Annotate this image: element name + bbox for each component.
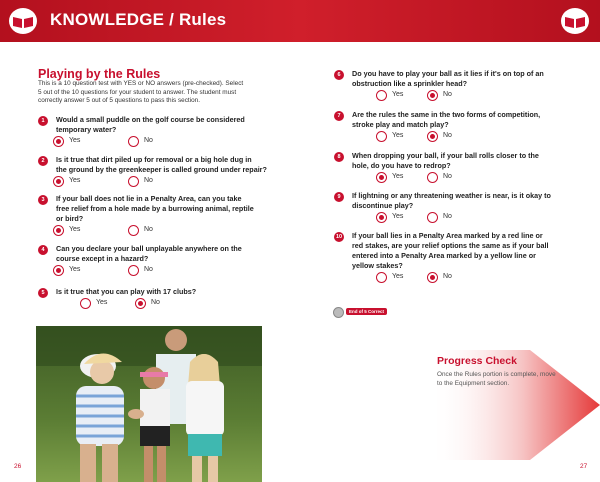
question-line: stroke play and match play? [352,120,449,129]
question-line: If your ball lies in a Penalty Area marked by a red line or [352,231,543,240]
option-label: No [144,226,153,233]
radio-button[interactable] [427,212,438,223]
radio-button[interactable] [427,172,438,183]
question-number: 10 [335,234,343,240]
page-number-left: 26 [14,463,22,470]
option-label: Yes [392,91,404,98]
question-number: 8 [334,152,344,162]
question-text [352,231,549,271]
option-label: No [151,299,160,306]
option-label: Yes [69,177,81,184]
end-circle-icon [333,307,344,318]
progress-line: to the Equipment section. [437,380,510,387]
page-title: KNOWLEDGE / Rules [50,10,227,29]
question-number: 2 [38,156,48,166]
radio-button[interactable] [128,136,139,147]
section-title: Playing by the Rules [38,67,161,81]
option-label: Yes [392,132,404,139]
radio-button[interactable] [376,90,387,101]
radio-button[interactable] [427,131,438,142]
page-number-right: 27 [580,463,588,470]
question-line: temporary water? [56,125,117,134]
question-number: 7 [334,111,344,121]
radio-button[interactable] [376,131,387,142]
progress-check-title: Progress Check [437,355,517,367]
radio-button[interactable] [376,272,387,283]
question-7 [334,110,594,144]
radio-button[interactable] [53,136,64,147]
question-2 [38,155,298,191]
question-number: 5 [38,288,48,298]
question-10 [334,231,594,287]
question-line: yellow stakes? [352,261,403,270]
question-line: When dropping your ball, if your ball rolls closer to the [352,151,539,160]
question-line: course except in a hazard? [56,254,149,263]
question-text [56,194,254,224]
question-number: 4 [38,245,48,255]
radio-button[interactable] [128,265,139,276]
option-label: Yes [69,226,81,233]
option-label: No [443,173,452,180]
radio-button[interactable] [427,272,438,283]
page-header [0,0,600,42]
option-label: No [144,137,153,144]
question-line: red stakes, are your relief options the same as if your ball [352,241,549,250]
question-text [352,191,551,211]
question-9 [334,191,594,225]
question-4 [38,244,298,280]
progress-line: Once the Rules portion is complete, move [437,371,556,378]
option-label: Yes [96,299,108,306]
question-text [352,151,539,171]
question-line: Would a small puddle on the golf course be considered [56,115,245,124]
option-label: No [443,132,452,139]
open-book-icon [8,7,38,35]
progress-check-body [437,370,572,388]
question-line: the ground by the greenkeeper is called ground under repair? [56,165,267,174]
option-label: Yes [392,213,404,220]
question-line: If your ball does not lie in a Penalty Area, can you take [56,194,242,203]
question-text [56,155,267,175]
question-line: hole, do you have to redrop? [352,161,451,170]
question-1 [38,115,298,151]
open-book-icon [560,7,590,35]
question-line: Is it true that you can play with 17 clubs? [56,287,197,296]
intro-line: 5 out of the 10 questions for your student to answer. The student must [38,88,237,96]
option-label: Yes [392,273,404,280]
golfers-photo [36,326,262,482]
option-label: No [443,213,452,220]
question-number: 3 [38,195,48,205]
question-line: Do you have to play your ball as it lies if it's on top of an [352,69,544,78]
question-text [56,287,196,297]
question-5 [38,287,298,313]
question-line: free relief from a hole made by a burrowing animal, reptile [56,204,254,213]
radio-button[interactable] [53,225,64,236]
photo-illustration [36,326,262,482]
question-line: Is it true that dirt piled up for removal or a big hole dug in [56,155,252,164]
radio-button[interactable] [53,176,64,187]
question-line: If lightning or any threatening weather is near, is it okay to [352,191,551,200]
question-text [56,244,242,264]
option-label: Yes [69,266,81,273]
question-line: discontinue play? [352,201,414,210]
intro-line: This is a 10 question test with YES or NO answers (pre-checked). Select [38,80,244,87]
radio-button[interactable] [427,90,438,101]
question-3 [38,194,298,240]
option-label: No [443,273,452,280]
question-8 [334,151,594,185]
intro-line: correctly answer 5 out of 5 questions to pass this section. [38,97,200,105]
radio-button[interactable] [128,225,139,236]
option-label: Yes [392,173,404,180]
question-line: Can you declare your ball unplayable anywhere on the [56,244,242,253]
question-text [56,115,245,135]
radio-button[interactable] [128,176,139,187]
end-of-section-badge: End of 5 Correct [346,308,387,315]
radio-button[interactable] [53,265,64,276]
radio-button[interactable] [80,298,91,309]
question-text [352,69,544,89]
question-line: entered into a Penalty Area marked by a yellow line or [352,251,536,260]
radio-button[interactable] [135,298,146,309]
option-label: Yes [69,137,81,144]
question-number: 6 [334,70,344,80]
radio-button[interactable] [376,172,387,183]
question-number: 9 [334,192,344,202]
question-text [352,110,540,130]
option-label: No [144,266,153,273]
radio-button[interactable] [376,212,387,223]
question-line: or bird? [56,214,84,223]
question-number: 1 [38,116,48,126]
section-intro [38,80,288,106]
question-line: Are the rules the same in the two forms of competition, [352,110,541,119]
question-6 [334,69,594,103]
option-label: No [144,177,153,184]
question-line: obstruction like a sprinkler head? [352,79,468,88]
option-label: No [443,91,452,98]
